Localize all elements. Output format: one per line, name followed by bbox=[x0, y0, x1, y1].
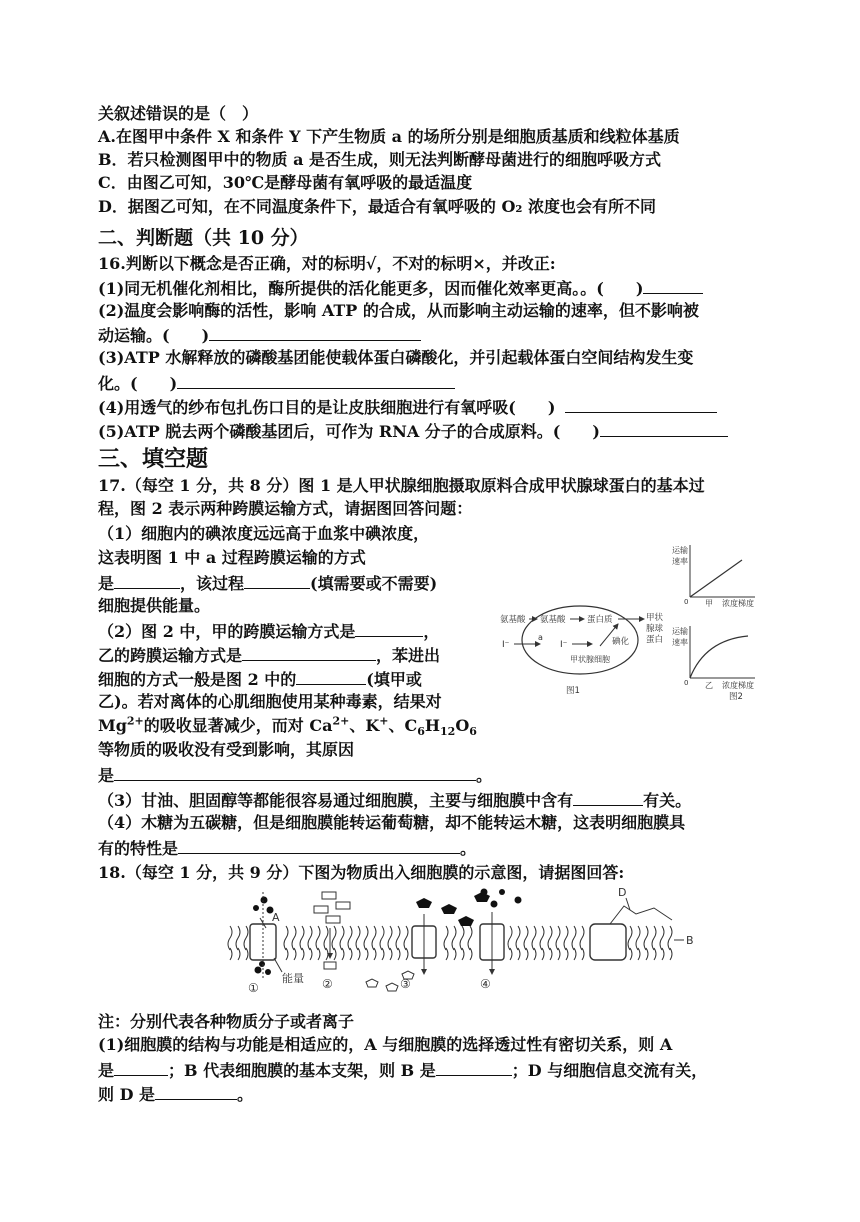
q16-item-2-text: 动运输。( ) bbox=[98, 326, 210, 345]
label-b: B bbox=[686, 934, 694, 947]
answer-blank[interactable] bbox=[565, 396, 717, 413]
q16-item-3a: (3)ATP 水解释放的磷酸基团能使载体蛋白磷酸化，并引起载体蛋白空间结构发生变 bbox=[98, 348, 694, 367]
lipid-tail bbox=[564, 926, 568, 950]
q16-item-5-text: (5)ATP 脱去两个磷酸基团后，可作为 RNA 分子的合成原料。( ) bbox=[98, 422, 600, 441]
q17-text: (填甲或 bbox=[366, 670, 422, 689]
fig1-thyroglobulin-3: 蛋白 bbox=[646, 635, 664, 645]
q17-text: ，该过程 bbox=[180, 574, 245, 593]
lipid-tail bbox=[332, 926, 336, 950]
q17-text: （2）图 2 中，甲的跨膜运输方式是 bbox=[98, 622, 356, 641]
q18-part-1: (1)细胞膜的结构与功能是相适应的，A 与细胞膜的选择透过性有密切关系，则 A bbox=[98, 1035, 673, 1054]
fig2-zero: 0 bbox=[684, 679, 689, 687]
q17-text: 的吸收显著减少，而对 Ca bbox=[143, 716, 333, 735]
lipid-tail bbox=[396, 926, 400, 950]
q17-line-7 bbox=[98, 620, 439, 642]
lipid-tail bbox=[372, 926, 376, 950]
membrane-diagram bbox=[226, 884, 706, 996]
q17-text: Mg bbox=[98, 716, 127, 735]
lipid-tail bbox=[532, 926, 536, 950]
fig2-xlabel: 浓度梯度 bbox=[722, 681, 754, 690]
lipid-tail bbox=[524, 926, 528, 950]
q17-sub: 12 bbox=[440, 725, 456, 739]
q16-item-1 bbox=[98, 277, 703, 299]
q17-line-14 bbox=[98, 789, 691, 811]
q17-sub: 6 bbox=[417, 725, 425, 739]
lipid-tail bbox=[284, 926, 288, 950]
label-a: A bbox=[272, 911, 280, 924]
lipid-tail bbox=[444, 926, 448, 950]
q17-sub: 6 bbox=[469, 725, 477, 739]
answer-blank[interactable] bbox=[355, 620, 423, 637]
energy-line bbox=[274, 958, 282, 972]
q16-item-2a: (2)温度会影响酶的活性，影响 ATP 的合成，从而影响主动运输的速率，但不影响被 bbox=[98, 301, 699, 320]
q17-line-15: （4）木糖为五碳糖，但是细胞膜能转运葡萄糖，却不能转运木糖，这表明细胞膜具 bbox=[98, 813, 686, 832]
q17-text: （3）甘油、胆固醇等都能很容易通过细胞膜，主要与细胞膜中含有 bbox=[98, 791, 574, 810]
fig2-ylabel-2: 速率 bbox=[672, 557, 688, 566]
lipid-tail bbox=[644, 926, 648, 950]
fig1-aa-inside: 氨基酸 bbox=[540, 615, 566, 625]
fig2-zero: 0 bbox=[684, 598, 689, 606]
q15-option-c: C．由图乙可知，30℃是酵母菌有氧呼吸的最适温度 bbox=[98, 173, 473, 192]
q18-text: ；D 与细胞信息交流有关， bbox=[511, 1061, 708, 1080]
q17-text: 乙的跨膜运输方式是 bbox=[98, 646, 243, 665]
q17-text: ，苯进出 bbox=[376, 646, 441, 665]
q16-item-2b bbox=[98, 324, 421, 346]
lipid-tail bbox=[548, 926, 552, 950]
lipid-tail bbox=[236, 926, 240, 950]
lipid-tail bbox=[292, 926, 296, 950]
fig2-caption: 图2 bbox=[729, 692, 743, 702]
section-3-title: 三、填空题 bbox=[98, 446, 209, 472]
lipid-tail bbox=[660, 926, 664, 950]
q17-line-2: 程，图 2 表示两种跨膜运输方式，请据图回答问题： bbox=[98, 499, 473, 518]
q16-item-5 bbox=[98, 420, 728, 442]
q16-item-1-text: (1)同无机催化剂相比，酶所提供的活化能更多，因而催化效率更高。。( ) bbox=[98, 279, 644, 298]
answer-blank[interactable] bbox=[177, 372, 455, 389]
lipid-tail bbox=[452, 926, 456, 950]
section-2-title: 二、判断题（共 10 分） bbox=[98, 227, 309, 249]
q17-line-13 bbox=[98, 764, 492, 786]
lipid-tail bbox=[556, 926, 560, 950]
lipid-tail bbox=[324, 926, 328, 950]
lipid-tail bbox=[516, 926, 520, 950]
lipid-tail bbox=[228, 926, 232, 950]
q15-option-a: A.在图甲中条件 X 和条件 Y 下产生物质 a 的场所分别是细胞质基质和线粒体基质 bbox=[98, 127, 680, 146]
q18-part-1c bbox=[98, 1083, 253, 1105]
q17-line-10: 乙)。若对离体的心肌细胞使用某种毒素，结果对 bbox=[98, 692, 442, 711]
fig1-label-a: a bbox=[538, 633, 543, 642]
fig2-jia-label: 甲 bbox=[705, 599, 713, 608]
lipid-tail bbox=[356, 926, 360, 950]
q17-text: 细胞的方式一般是图 2 中的 bbox=[98, 670, 297, 689]
q17-text: ， bbox=[423, 622, 440, 641]
fig1-thyroglobulin-2: 腺球 bbox=[646, 624, 664, 634]
q17-line-8 bbox=[98, 644, 440, 666]
q17-line-16 bbox=[98, 837, 476, 859]
answer-blank[interactable] bbox=[244, 572, 310, 589]
q16-item-4 bbox=[98, 396, 717, 418]
q17-line-11 bbox=[98, 714, 477, 739]
answer-blank[interactable] bbox=[114, 572, 180, 589]
q18-text: 。 bbox=[237, 1085, 254, 1104]
answer-blank[interactable] bbox=[643, 277, 703, 294]
fig2-yi-label: 乙 bbox=[705, 681, 713, 690]
answer-blank[interactable] bbox=[155, 1083, 237, 1100]
q17-text: 有的特性是 bbox=[98, 839, 179, 858]
answer-blank[interactable] bbox=[573, 789, 643, 806]
lipid-tail bbox=[572, 926, 576, 950]
q16-item-3b bbox=[98, 372, 455, 394]
label-3: ③ bbox=[400, 977, 411, 991]
answer-blank[interactable] bbox=[242, 644, 376, 661]
fig1-caption: 图1 bbox=[566, 686, 580, 696]
fig2-xlabel: 浓度梯度 bbox=[722, 599, 754, 608]
lipid-tail bbox=[316, 926, 320, 950]
lipid-tail bbox=[244, 926, 248, 950]
fig2-ylabel-1: 运输 bbox=[672, 546, 688, 555]
lipid-tail bbox=[668, 926, 672, 950]
lipid-tail bbox=[652, 926, 656, 950]
label-d: D bbox=[618, 886, 627, 899]
label-2: ② bbox=[322, 977, 333, 991]
q18-text: 则 D 是 bbox=[98, 1085, 156, 1104]
figure-1-2 bbox=[500, 542, 770, 714]
q17-line-4: 这表明图 1 中 a 过程跨膜运输的方式 bbox=[98, 548, 366, 567]
q18-part-1b bbox=[98, 1059, 707, 1081]
q17-text: 有关。 bbox=[643, 791, 692, 810]
answer-blank[interactable] bbox=[296, 668, 366, 685]
q17-line-1: 17.（每空 1 分，共 8 分）图 1 是人甲状腺细胞摄取原料合成甲状腺球蛋白的基本过 bbox=[98, 476, 705, 495]
fig1-aa-outside: 氨基酸 bbox=[500, 615, 526, 625]
answer-blank[interactable] bbox=[436, 1059, 512, 1076]
lipid-tail bbox=[340, 926, 344, 950]
lipid-tail bbox=[388, 926, 392, 950]
lipid-tail bbox=[636, 926, 640, 950]
lipid-tail bbox=[380, 926, 384, 950]
q17-line-6: 细胞提供能量。 bbox=[98, 596, 211, 615]
q15-stem: 关叙述错误的是（ ） bbox=[98, 104, 259, 123]
q16-item-3-text: 化。( ) bbox=[98, 374, 178, 393]
lipid-tail bbox=[308, 926, 312, 950]
answer-blank[interactable] bbox=[209, 324, 421, 341]
lipid-tail bbox=[404, 926, 408, 950]
answer-blank[interactable] bbox=[114, 1059, 168, 1076]
q17-line-3: （1）细胞内的碘浓度远远高于血浆中碘浓度， bbox=[98, 524, 430, 543]
fig1-iodide-outside: I⁻ bbox=[502, 640, 510, 650]
q18-title: 18.（每空 1 分，共 9 分）下图为物质出入细胞膜的示意图，请据图回答: bbox=[98, 863, 625, 882]
q15-option-d: D．据图乙可知，在不同温度条件下，最适合有氧呼吸的 O₂ 浓度也会有所不同 bbox=[98, 197, 656, 216]
q16-item-4-text: (4)用透气的纱布包扎伤口目的是让皮肤细胞进行有氧呼吸( ) bbox=[98, 398, 556, 417]
fig2-jia-line bbox=[690, 560, 742, 597]
lipid-tail bbox=[540, 926, 544, 950]
answer-blank[interactable] bbox=[178, 837, 460, 854]
glycochain bbox=[610, 906, 672, 924]
lipid-tail bbox=[460, 926, 464, 950]
q17-text: 是 bbox=[98, 574, 115, 593]
fig2-ylabel-1: 运输 bbox=[672, 627, 688, 636]
lipid-tail bbox=[300, 926, 304, 950]
q17-text: 、C bbox=[388, 716, 418, 735]
lipid-tail bbox=[468, 926, 472, 950]
fig1-cell-label: 甲状腺细胞 bbox=[570, 655, 610, 664]
energy-label: 能量 bbox=[282, 972, 304, 985]
answer-blank[interactable] bbox=[600, 420, 728, 437]
q18-note: 注：分别代表各种物质分子或者离子 bbox=[98, 1012, 355, 1031]
q15-option-b: B．若只检测图甲中的物质 a 是否生成，则无法判断酵母菌进行的细胞呼吸方式 bbox=[98, 150, 662, 169]
answer-blank[interactable] bbox=[114, 764, 476, 781]
fig1-thyroglobulin-1: 甲状 bbox=[646, 613, 664, 623]
q17-line-5 bbox=[98, 572, 437, 594]
q17-line-12: 等物质的吸收没有受到影响，其原因 bbox=[98, 740, 355, 759]
q16-stem: 16.判断以下概念是否正确，对的标明√，不对的标明×，并改正: bbox=[98, 254, 556, 273]
label-1: ① bbox=[248, 981, 259, 995]
fig2-ylabel-2: 速率 bbox=[672, 638, 688, 647]
q17-line-9 bbox=[98, 668, 422, 690]
fig1-iodide-inside: I⁻ bbox=[560, 640, 568, 650]
q18-text: 是 bbox=[98, 1061, 115, 1080]
q17-sup: 2+ bbox=[332, 714, 350, 728]
q17-text: 。 bbox=[476, 766, 493, 785]
lipid-tail bbox=[348, 926, 352, 950]
q17-text: 是 bbox=[98, 766, 115, 785]
q18-text: ；B 代表细胞膜的基本支架，则 B 是 bbox=[168, 1061, 436, 1080]
q17-text: H bbox=[424, 716, 441, 735]
q17-text: O bbox=[455, 716, 470, 735]
q17-text: 。 bbox=[460, 839, 477, 858]
q17-sup: 2+ bbox=[126, 714, 144, 728]
fig1-iodination: 碘化 bbox=[612, 637, 630, 647]
fig2-yi-curve bbox=[690, 636, 748, 678]
lipid-tail bbox=[628, 926, 632, 950]
q17-text: 、K bbox=[349, 716, 380, 735]
glycoprotein bbox=[590, 924, 626, 960]
q17-text: (填需要或不需要) bbox=[310, 574, 438, 593]
q17-sup: + bbox=[379, 714, 389, 728]
lipid-tail bbox=[508, 926, 512, 950]
label-4: ④ bbox=[480, 977, 491, 991]
lipid-tail bbox=[364, 926, 368, 950]
fig1-protein: 蛋白质 bbox=[587, 615, 613, 625]
lipid-tail bbox=[580, 926, 584, 950]
